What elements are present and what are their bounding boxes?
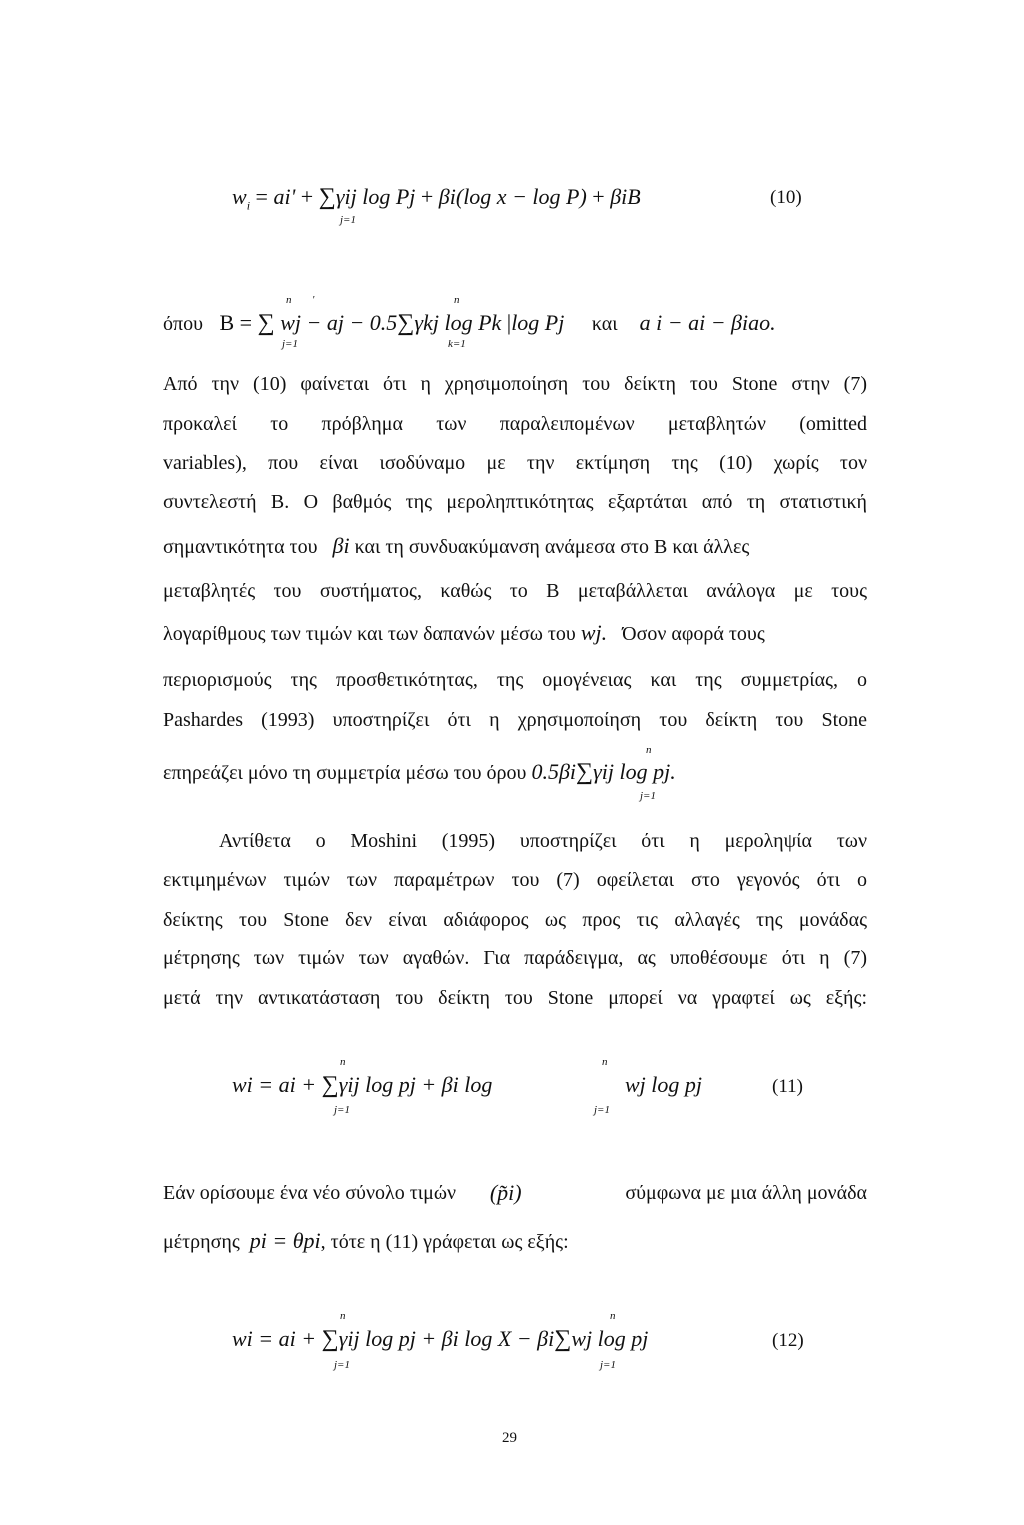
para3-l2-math: pi = θpi [249, 1228, 321, 1253]
eq11-sum-lower2: j=1 [594, 1104, 610, 1116]
eq10-beta-b: βiB [610, 184, 641, 209]
where-sum1-upper: n [286, 294, 292, 306]
para1-l10-a: επηρεάζει μόνο τη συμμετρία μέσω του όρου [163, 762, 527, 784]
where-sum2-lower: k=1 [448, 338, 466, 350]
where-line [163, 310, 776, 337]
para1-l7-a: λογαρίθμους των τιμών και των δαπανών μέσω του [163, 623, 576, 645]
para3-l1-math: (p̃i) [489, 1180, 522, 1205]
para1-line3: variables), που είναι ισοδύναμο με την εκτίμηση της (10) χωρίς τον [163, 452, 867, 474]
para1-line2: προκαλεί το πρόβλημα των παραλειπομένων μεταβλητών (omitted [163, 413, 867, 435]
eq10-lhs-sub: i [246, 198, 251, 213]
eq10-sum: ∑ [318, 184, 336, 210]
eq12-sum: ∑ [321, 1326, 339, 1352]
where-sum2-upper: n [454, 294, 460, 306]
para2-line2: εκτιμημένων τιμών των παραμέτρων του (7) οφείλεται στο γεγονός ότι ο [163, 869, 867, 891]
para1-line6: μεταβλητές του συστήματος, καθώς το Β μεταβάλλεται ανάλογα με τους [163, 580, 867, 602]
para2-line4: μέτρησης των τιμών των αγαθών. Για παράδειγμα, ας υποθέσουμε ότι η (7) [163, 947, 867, 969]
para1-l5-b: και τη συνδυακύμανση ανάμεσα στο Β και άλλες [354, 536, 750, 558]
eq10-lhs: w [232, 184, 247, 209]
eq10-sum-lower: j=1 [340, 214, 356, 226]
para1-line10 [163, 760, 676, 785]
para1-l10-math-b: γij log pj. [593, 759, 676, 784]
para1-l7-w: wj. [580, 620, 608, 645]
para1-l10-sum: ∑ [576, 759, 594, 785]
eq12-sum-upper: n [340, 1310, 346, 1322]
para1-line8: περιορισμούς της προσθετικότητας, της ομογένειας και της συμμετρίας, ο [163, 669, 867, 691]
where-sum1: ∑ [257, 310, 275, 336]
eq12-number: (12) [772, 1330, 804, 1351]
para3-l2-a: μέτρησης [163, 1231, 240, 1253]
para1-l5-a: σημαντικότητα του [163, 536, 318, 558]
equation-10 [232, 184, 641, 213]
para1-l10-math-a: 0.5βi [531, 759, 577, 784]
eq10-plus3: + [592, 184, 605, 209]
page-number: 29 [502, 1430, 517, 1446]
para1-line9: Pashardes (1993) υποστηρίζει ότι η χρησιμοποίηση του δείκτη του Stone [163, 709, 867, 731]
eq11-right: wj log pj [625, 1072, 703, 1097]
eq11-lhs: wi = ai + [232, 1072, 317, 1097]
eq12-sum2: ∑ [554, 1326, 572, 1352]
para2-line1: Αντίθετα ο Moshini (1995) υποστηρίζει ότι η μεροληψία των [219, 830, 867, 852]
eq11-sum-upper: n [340, 1056, 346, 1068]
equation-12 [232, 1326, 648, 1353]
eq11-middle: γij log pj + βi log [338, 1072, 493, 1097]
eq12-middle: γij log pj + βi log X − βi [338, 1326, 555, 1351]
eq11-sum: ∑ [321, 1072, 339, 1098]
where-opou: όπου [163, 313, 203, 335]
where-sum1-lower: j=1 [282, 338, 298, 350]
where-kai: και [591, 313, 618, 335]
para2-line3: δείκτης του Stone δεν είναι αδιάφορος ως προς τις αλλαγές της μονάδας [163, 909, 867, 931]
where-terms4: a i − ai − βiao. [639, 310, 776, 335]
eq10-number: (10) [770, 187, 802, 208]
where-terms2: γkj log Pk [414, 310, 502, 335]
eq12-sum-lower2: j=1 [600, 1359, 616, 1371]
para1-line5 [163, 534, 749, 559]
eq12-sum-lower: j=1 [334, 1359, 350, 1371]
eq10-plus2: + [420, 184, 434, 209]
para2-line5: μετά την αντικατάσταση του δείκτη του Stone μπορεί να γραφτεί ως εξής: [163, 987, 867, 1009]
eq12-lhs: wi = ai + [232, 1326, 317, 1351]
eq10-beta-term: βi(log x − log P) [438, 184, 587, 209]
para1-line1: Από την (10) φαίνεται ότι η χρησιμοποίηση του δείκτη του Stone στην (7) [163, 373, 867, 395]
para1-l10-sum-lower: j=1 [640, 790, 656, 802]
para1-l10-sum-upper: n [646, 744, 652, 756]
para3-l1-b: σύμφωνα με μια άλλη μονάδα [625, 1182, 867, 1204]
eq12-sum-upper2: n [610, 1310, 616, 1322]
where-sum2: ∑ [397, 310, 415, 336]
para1-l7-b: Όσον αφορά τους [622, 623, 765, 645]
where-bar: | [506, 310, 512, 335]
para3-l2-b: , τότε η (11) γράφεται ως εξής: [320, 1231, 569, 1253]
where-terms1: wj − aj − 0.5 [280, 310, 398, 335]
where-terms3: log Pj [511, 310, 565, 335]
para1-line4: συντελεστή Β. Ο βαθμός της μεροληπτικότητας εξαρτάται από τη στατιστική [163, 491, 867, 513]
para1-l5-beta: βi [332, 533, 350, 558]
eq11-sum-lower: j=1 [334, 1104, 350, 1116]
para1-line7 [163, 621, 765, 646]
where-prime: ' [312, 294, 315, 306]
eq10-const: ai' [273, 184, 296, 209]
eq10-gamma-term: γij log Pj [335, 184, 416, 209]
para3-line2 [163, 1229, 569, 1254]
eq11-number: (11) [772, 1076, 803, 1097]
para3-l1-a: Εάν ορίσουμε ένα νέο σύνολο τιμών [163, 1182, 457, 1204]
equation-11 [232, 1072, 492, 1099]
where-bdef: B = [219, 310, 253, 335]
para3-line1 [163, 1181, 867, 1205]
eq10-eq: = [255, 184, 268, 209]
eq11-sum-upper2: n [602, 1056, 608, 1068]
eq10-plus1: + [300, 184, 314, 209]
eq12-right: wj log pj [571, 1326, 649, 1351]
